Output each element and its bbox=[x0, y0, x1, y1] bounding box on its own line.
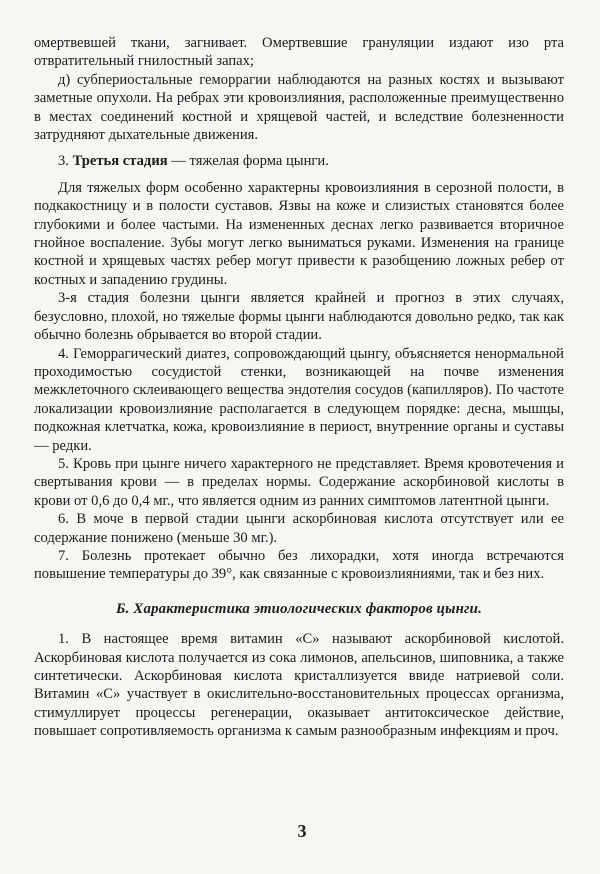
page-number: 3 bbox=[297, 821, 307, 841]
paragraph-blood: 5. Кровь при цынге ничего характерного не представляет. Время кровотечения и свертывания крови — в пределах нормы. Содержание аскорбиновой кислоты в крови от 0,6 до 0,4 мг., что является одним из ранних симптомов латентной цынги. bbox=[34, 455, 564, 509]
stage-three-title: Третья стадия bbox=[72, 153, 168, 170]
stage-three-heading bbox=[34, 152, 564, 170]
paragraph-urine: 6. В моче в первой стадии цынги аскорбиновая кислота отсутствует или ее содержание понижено (меньше 30 мг.). bbox=[34, 511, 564, 546]
paragraph-severe-forms: Для тяжелых форм особенно характерны кровоизлияния в серозной полости, в подкакостницу и в полости суставов. Язвы на коже и слизистых становятся более глубокими и более частыми. На измененных деснах легко развивается вторичное гнойное воспаление. Зубы могут легко выниматься руками. Изменения на границе костной и хрящевых частях ребер могут привести к разобщению ложных ребер от костных и западению грудины. bbox=[34, 179, 564, 288]
paragraph-stage-three-prognosis: 3-я стадия болезни цынги является крайней и прогноз в этих случаях, безусловно, плохой, но тяжелые формы цынги наблюдаются довольно редко, так как обычно болезнь обрывается во второй стадии. bbox=[34, 290, 564, 344]
stage-three-number: 3. bbox=[58, 153, 69, 170]
paragraph-continuation: омертвевшей ткани, загнивает. Омертвевшие грануляции издают изо рта отвратительный гнилостный запах; bbox=[34, 35, 564, 70]
paragraph-vitamin-c: 1. В настоящее время витамин «С» называют аскорбиновой кислотой. Аскорбиновая кислота получается из сока лимонов, апельсинов, шиповника, а также синтетически. Аскорбиновая кислота кристаллизуется ввиде натриевой соли. Витамин «С» участвует в окислительно-восстановительных процессах организма, стимуллирует процессы регенерации, оказывает антитоксическое действие, повышает сопротивляемость организма к самым разнообразным инфекциям и проч. bbox=[34, 631, 564, 740]
paragraph-hemorrhagic-diathesis: 4. Геморрагический диатез, сопровождающий цынгу, объясняется ненормальной проходимостью сосудистой стенки, возникающей на почве изменения межклеточного склеивающего вещества эндотелия сосудов (капилляров). По частоте локализации кровоизлияние располагается в следующем порядке: десна, мышцы, подкожная клетчатка, кожа, кровоизлияние в периост, внутренние органы и суставы — редки. bbox=[34, 345, 564, 454]
stage-three-description: — тяжелая форма цынги. bbox=[167, 153, 329, 170]
section-b-heading: Б. Характеристика этиологических факторов цынги. bbox=[116, 600, 482, 617]
paragraph-subperiosteal-hemorrhages: д) субпериостальные геморрагии наблюдаются на разных костях и вызывают заметные опухоли. На ребрах эти кровоизлияния, расположенные преимущественно в местах соединений костной и хрящевой частей, и вследствие болезненности затрудняют дыхательные движения. bbox=[34, 71, 564, 144]
paragraph-fever: 7. Болезнь протекает обычно без лихорадки, хотя иногда встречаются повышение температуры до 39°, как связанные с кровоизлияниями, так и без них. bbox=[34, 547, 564, 583]
